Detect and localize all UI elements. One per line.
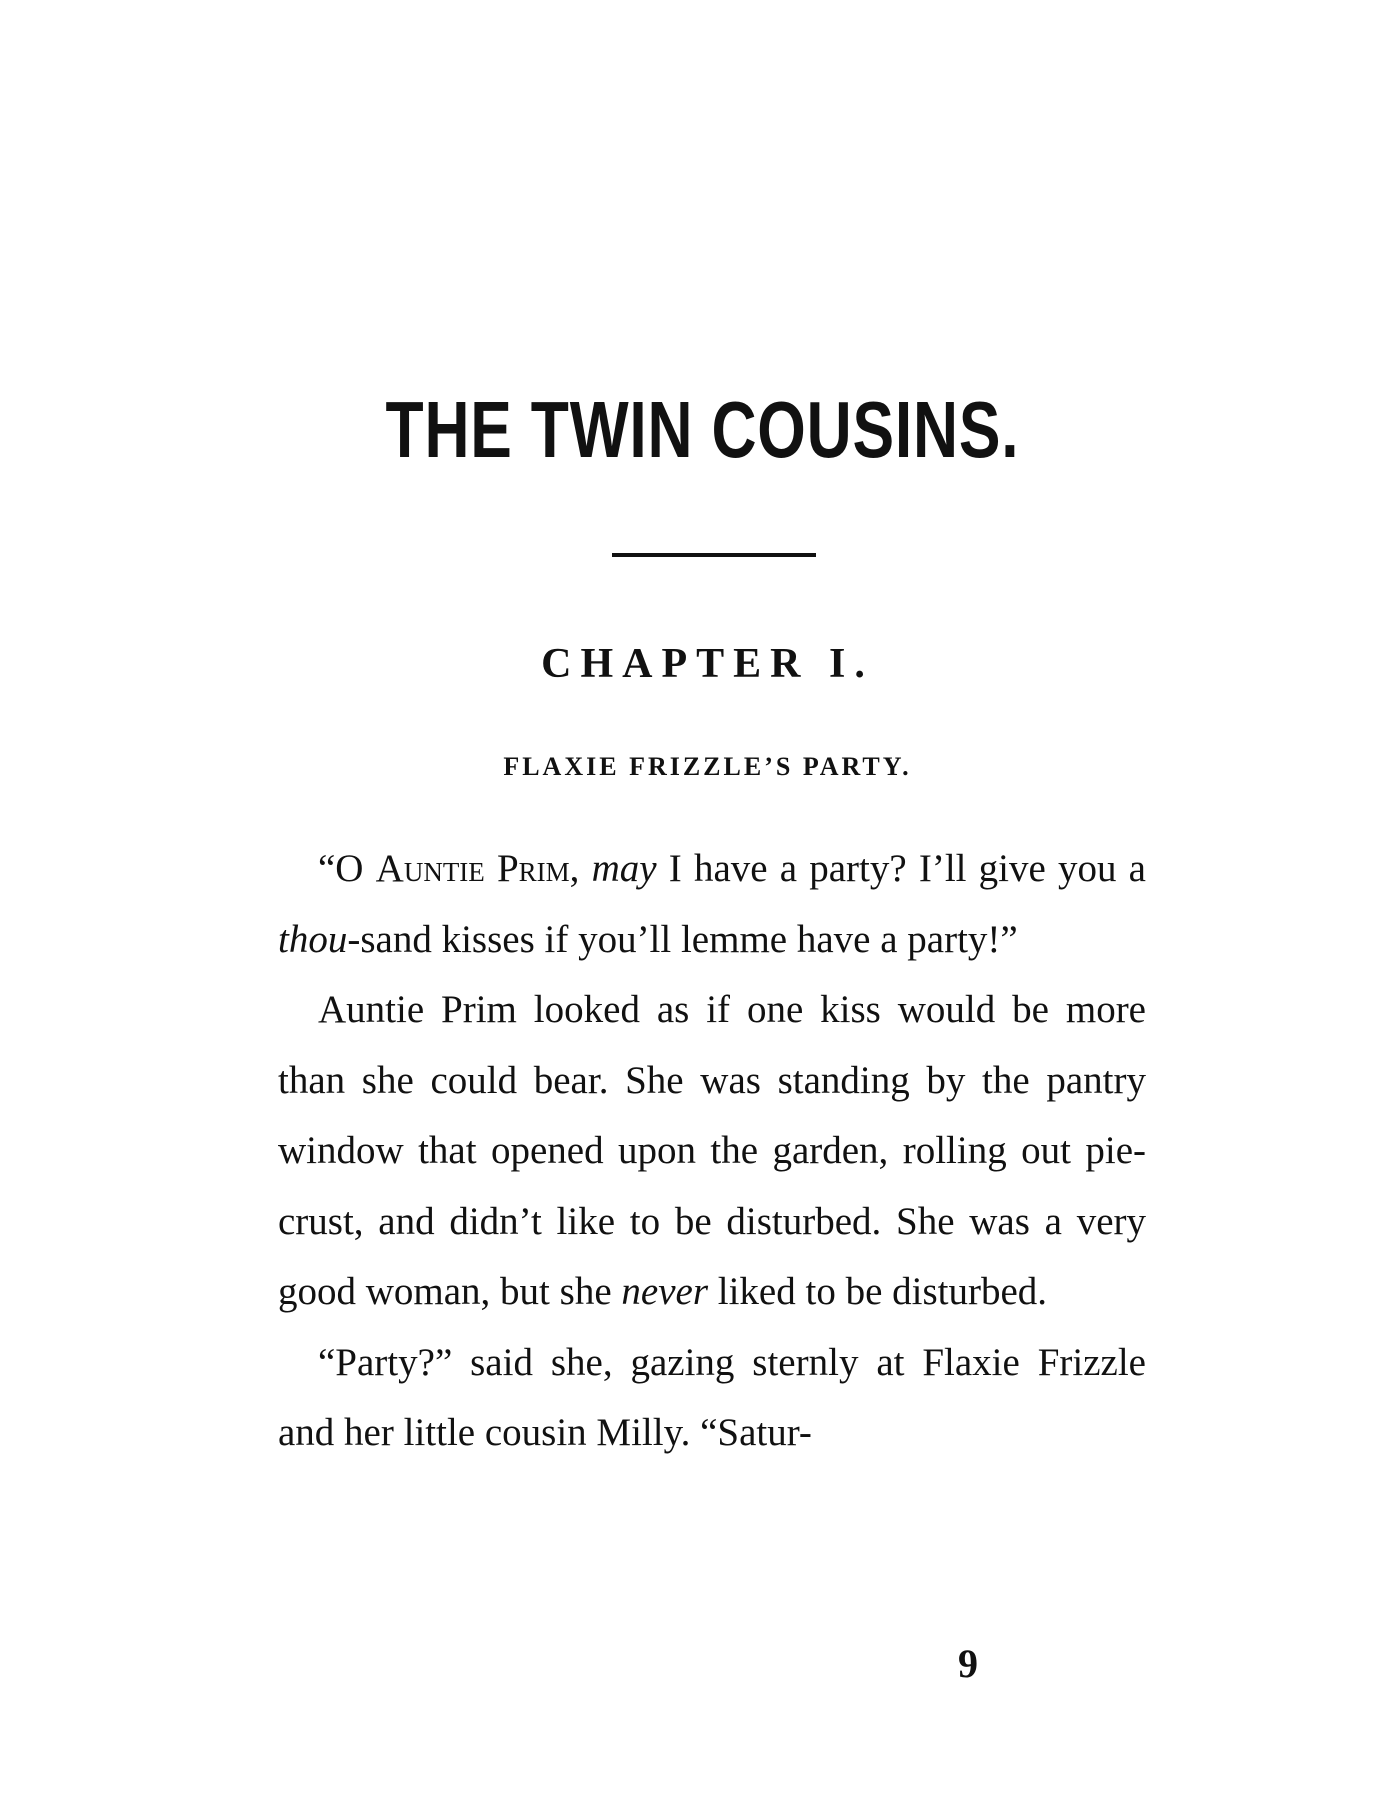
chapter-heading: CHAPTER I. xyxy=(541,641,874,687)
paragraph-3 xyxy=(278,1328,1146,1469)
paragraph-1 xyxy=(278,834,1146,975)
paragraph-3-text-1: “Party?” said she, gazing sternly at Flaxie Frizzle and her little cousin Milly. “Satur- xyxy=(278,1340,1146,1454)
paragraph-1-text-3: I have a party? I’ll give you a xyxy=(656,847,1146,890)
paragraph-2 xyxy=(278,975,1146,1328)
paragraph-1-text-4: -sand kisses if you’ll lemme have a party!” xyxy=(347,917,1018,961)
title-divider-rule xyxy=(612,553,816,557)
paragraph-1-small-caps-name: Auntie Prim xyxy=(375,847,570,890)
paragraph-1-text-2: , xyxy=(569,847,592,890)
paragraph-1-emphasis-2: thou xyxy=(278,917,348,961)
page-number: 9 xyxy=(958,1641,978,1686)
paragraph-1-emphasis-1: may xyxy=(591,847,657,890)
body-text xyxy=(278,834,1146,1469)
paragraph-2-emphasis-1: never xyxy=(621,1270,708,1313)
book-title: THE TWIN COUSINS. xyxy=(385,385,1020,474)
paragraph-1-text-1: “O xyxy=(318,847,376,890)
paragraph-2-text-2: liked to be disturbed. xyxy=(708,1270,1048,1313)
paragraph-2-text-1: Auntie Prim looked as if one kiss would be more than she could bear. She was standing by the pantry window that opened upon the garden, rolling out pie-crust, and didn’t like to be disturbed. She was a very good woman, but she xyxy=(278,988,1146,1313)
chapter-subtitle: FLAXIE FRIZZLE’S PARTY. xyxy=(503,752,912,781)
